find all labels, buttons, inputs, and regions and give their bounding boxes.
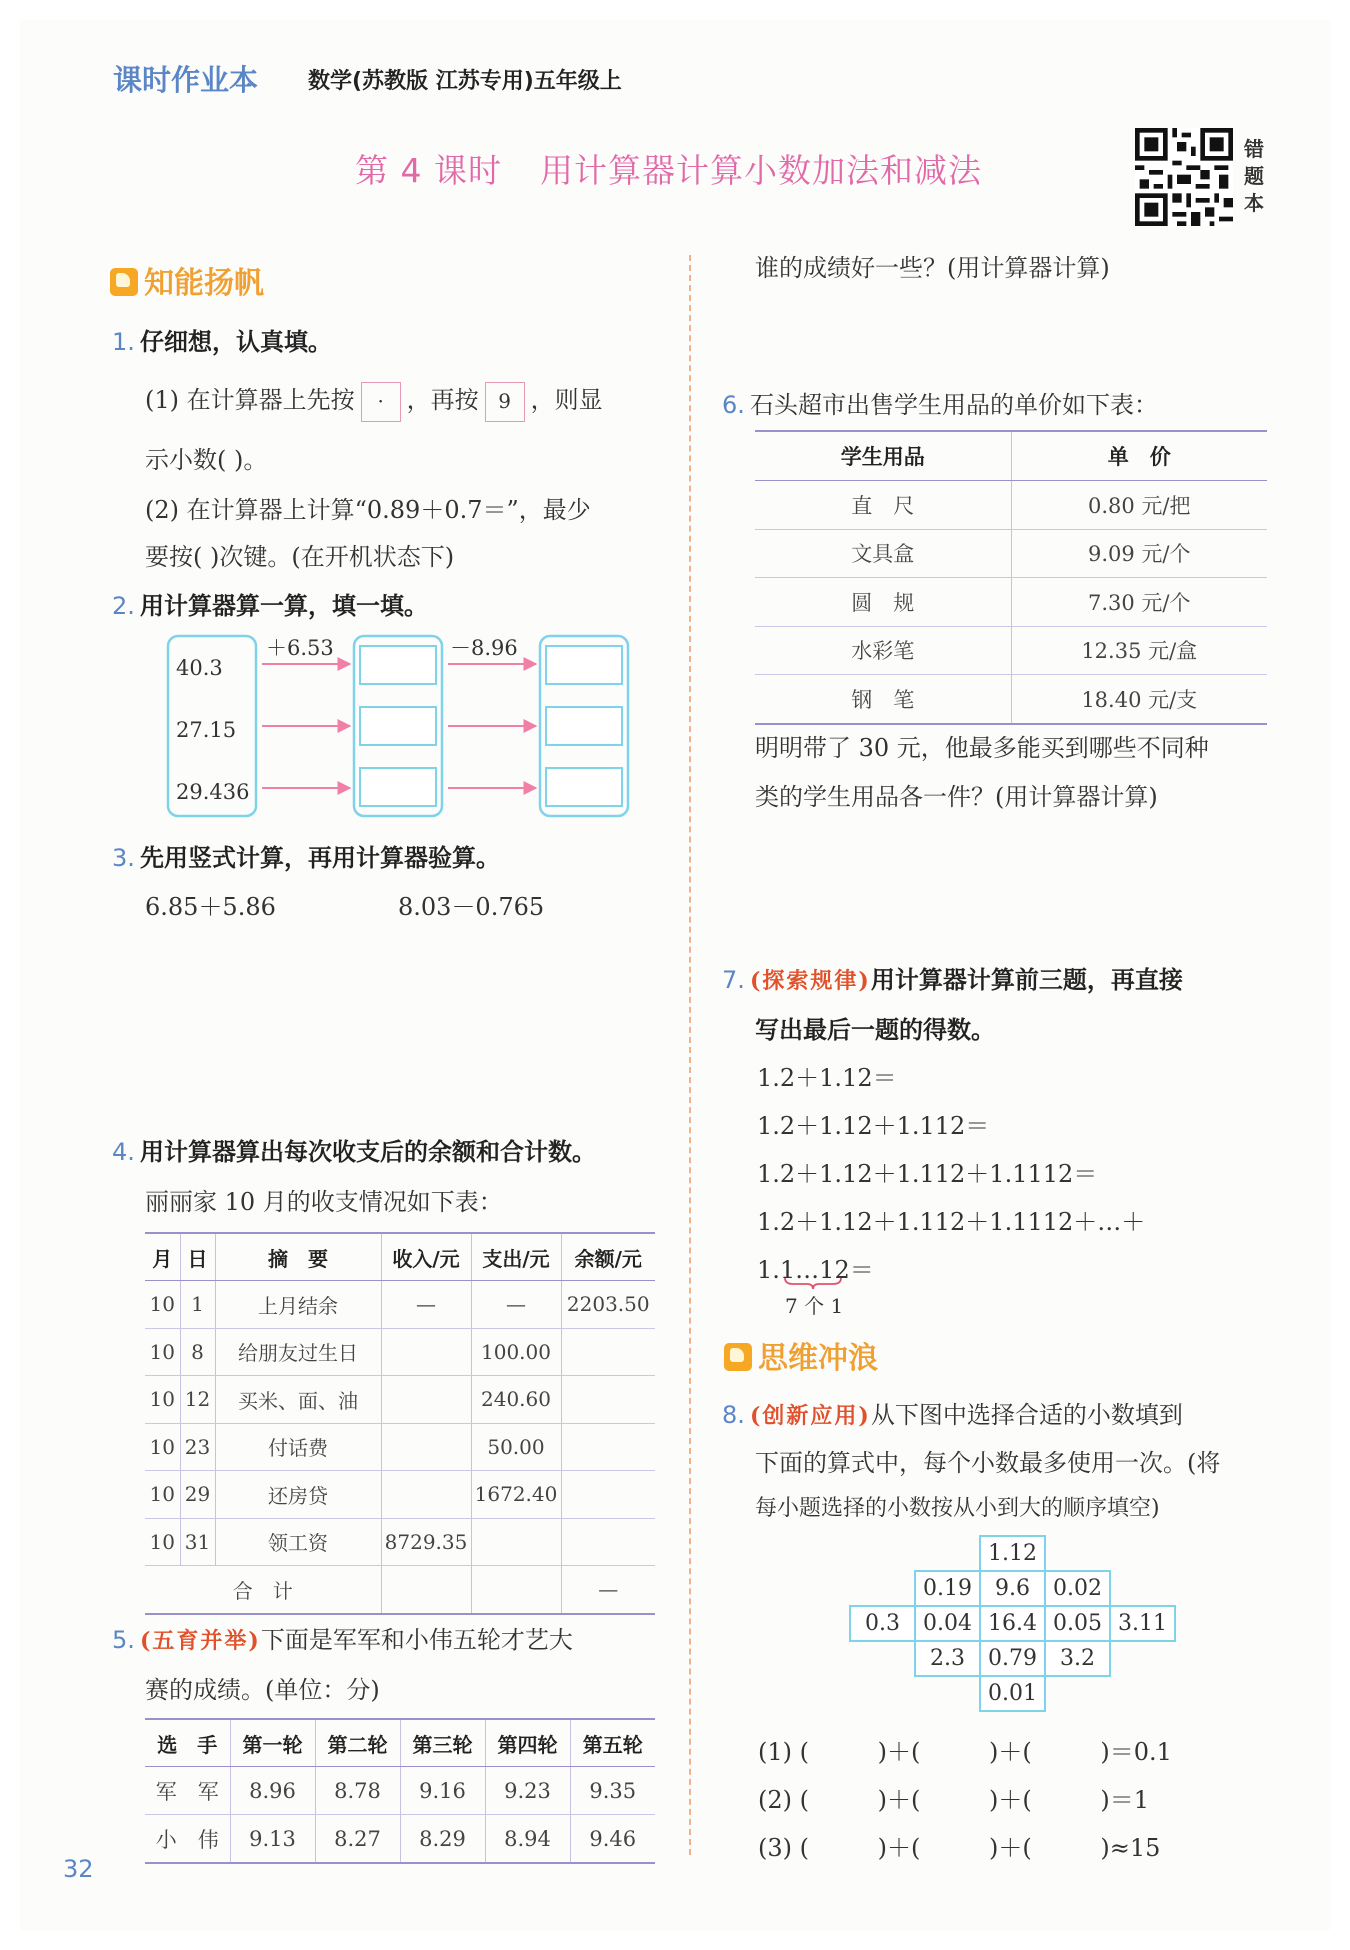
table-row (755, 529, 1267, 578)
input-value: 40.3 (176, 656, 223, 680)
table-cell: 23 (180, 1423, 215, 1471)
question-number: 6. (722, 391, 745, 419)
question-tag: (探索规律) (750, 968, 871, 994)
question-6-question: 明明带了 30 元，他最多能买到哪些不同种 (755, 734, 1209, 762)
question-1-part-2: (2) 在计算器上计算“0.89＋0.7＝”，最少 (145, 496, 591, 524)
text-segment: (1) 在计算器上先按 (145, 386, 355, 414)
answer-box[interactable] (546, 646, 622, 684)
question-7-title (722, 960, 1183, 995)
expression-line: 1.2＋1.12＋1.112＋1.1112＝ (757, 1160, 1098, 1188)
table-row (145, 1328, 655, 1376)
table-cell: 7.30 元/个 (1011, 578, 1267, 627)
question-3-title (112, 838, 500, 873)
table-cell: 10 (145, 1281, 180, 1329)
error-book-label[interactable] (1244, 136, 1266, 217)
table-cell (381, 1423, 471, 1471)
table-row (145, 1471, 655, 1519)
table-header-row (145, 1233, 655, 1281)
column-header: 第四轮 (485, 1719, 570, 1767)
column-header: 支出/元 (471, 1233, 561, 1281)
error-book-char: 错 (1244, 137, 1264, 161)
table-cell: 10 (145, 1518, 180, 1566)
total-expense-answer-cell[interactable] (471, 1566, 561, 1614)
operation-label: －8.96 (450, 636, 518, 660)
table-cell: 8 (180, 1328, 215, 1376)
table-cell: 买米、面、油 (215, 1376, 381, 1424)
balance-answer-cell[interactable] (561, 1328, 655, 1376)
table-cell (381, 1376, 471, 1424)
decimal-grid (848, 1535, 1178, 1715)
question-text: 下面是军军和小伟五轮才艺大 (260, 1626, 573, 1654)
question-tag: (创新应用) (750, 1403, 871, 1429)
page-number: 32 (63, 1855, 94, 1883)
total-label: 合 计 (145, 1566, 381, 1614)
table-cell: 水彩笔 (755, 626, 1011, 675)
table-cell: 100.00 (471, 1328, 561, 1376)
table-cell: 8.96 (230, 1767, 315, 1815)
table-cell: 29 (180, 1471, 215, 1519)
text-segment: 1. (757, 1256, 780, 1284)
balance-answer-cell[interactable] (561, 1376, 655, 1424)
balance-answer-cell[interactable] (561, 1518, 655, 1566)
question-number: 5. (112, 1626, 135, 1654)
column-header: 日 (180, 1233, 215, 1281)
column-header: 收入/元 (381, 1233, 471, 1281)
calculation-flow-diagram (160, 630, 640, 830)
lesson-number: 第 4 课时 (355, 151, 502, 190)
table-cell: 军 军 (145, 1767, 230, 1815)
answer-box[interactable] (546, 707, 622, 745)
question-4-title (112, 1132, 596, 1167)
table-cell: — (561, 1566, 655, 1614)
table-cell: 18.40 元/支 (1011, 675, 1267, 724)
column-header: 第五轮 (570, 1719, 655, 1767)
balance-answer-cell[interactable] (561, 1423, 655, 1471)
column-header: 第一轮 (230, 1719, 315, 1767)
book-subtitle: 数学(苏教版 江苏专用)五年级上 (308, 69, 622, 94)
lesson-title (355, 145, 982, 192)
column-header: 单 价 (1011, 431, 1267, 481)
table-cell: 9.35 (570, 1767, 655, 1815)
answer-box[interactable] (360, 707, 436, 745)
table-cell: 钢 笔 (755, 675, 1011, 724)
question-1-part-1-answer-line[interactable]: 示小数( )。 (145, 446, 268, 474)
question-8-title-cont: 下面的算式中，每个小数最多使用一次。(将 (755, 1449, 1221, 1477)
grid-cell[interactable]: 0.01 (979, 1675, 1046, 1712)
section-title: 思维冲浪 (758, 1341, 878, 1376)
table-header-row (145, 1719, 655, 1767)
text-segment: ，再按 (406, 386, 479, 414)
question-8-title-cont: 每小题选择的小数按从小到大的顺序填空) (755, 1496, 1160, 1521)
table-cell: 文具盒 (755, 529, 1011, 578)
grid-cell[interactable]: 0.79 (979, 1640, 1046, 1677)
grid-cell[interactable]: 0.04 (914, 1605, 981, 1642)
grid-cell[interactable]: 9.6 (979, 1570, 1046, 1607)
column-header: 学生用品 (755, 431, 1011, 481)
question-number: 4. (112, 1138, 135, 1166)
calculator-key-dot: · (361, 382, 401, 422)
table-cell (381, 1471, 471, 1519)
table-cell (471, 1518, 561, 1566)
table-row (755, 626, 1267, 675)
table-row (145, 1376, 655, 1424)
question-5-title (112, 1620, 573, 1655)
column-divider (689, 255, 691, 1855)
table-cell: 付话费 (215, 1423, 381, 1471)
underbrace-icon (783, 1276, 843, 1290)
expression-line: 1.2＋1.12＋1.112＋1.1112＋…＋ (757, 1208, 1146, 1236)
table-cell: 10 (145, 1471, 180, 1519)
text-segment: 2＝ (834, 1256, 874, 1284)
table-cell: 9.46 (570, 1815, 655, 1864)
price-table (755, 430, 1267, 725)
question-6-question-cont: 类的学生用品各一件？(用计算器计算) (755, 783, 1158, 811)
question-5-title-cont: 赛的成绩。(单位：分) (145, 1676, 380, 1704)
table-cell: 2203.50 (561, 1281, 655, 1329)
equation-blank[interactable]: (2) ( )＋( )＋( )＝1 (758, 1786, 1150, 1814)
question-7-title-cont: 写出最后一题的得数。 (755, 1016, 995, 1044)
question-text: 用计算器算出每次收支后的余额和合计数。 (140, 1138, 596, 1166)
table-row (145, 1815, 655, 1864)
table-cell (381, 1328, 471, 1376)
table-cell: 1 (180, 1281, 215, 1329)
question-number: 2. (112, 592, 135, 620)
income-expense-table (145, 1232, 655, 1615)
expression-line: 1.2＋1.12＝ (757, 1064, 897, 1092)
table-cell: 50.00 (471, 1423, 561, 1471)
table-cell: 9.09 元/个 (1011, 529, 1267, 578)
grid-cell[interactable]: 16.4 (979, 1605, 1046, 1642)
table-cell: 12 (180, 1376, 215, 1424)
table-row (145, 1281, 655, 1329)
column-header: 第二轮 (315, 1719, 400, 1767)
calculator-key-9: 9 (485, 382, 525, 422)
score-table (145, 1718, 655, 1864)
grid-cell[interactable]: 0.05 (1044, 1605, 1111, 1642)
table-cell: 还房贷 (215, 1471, 381, 1519)
table-row (145, 1518, 655, 1566)
question-1-title (112, 322, 332, 357)
table-cell: 8.27 (315, 1815, 400, 1864)
expression: 6.85＋5.86 (145, 893, 276, 921)
sail-icon (110, 268, 138, 296)
grid-cell[interactable]: 0.3 (849, 1605, 916, 1642)
table-row (755, 578, 1267, 627)
error-book-char: 题 (1244, 164, 1264, 188)
section-heading-1 (110, 258, 264, 302)
table-cell: 0.80 元/把 (1011, 481, 1267, 530)
operation-label: ＋6.53 (266, 636, 334, 660)
question-number: 8. (722, 1401, 745, 1429)
balance-answer-cell[interactable] (561, 1471, 655, 1519)
question-1-part-1 (145, 380, 603, 422)
grid-cell[interactable]: 0.19 (914, 1570, 981, 1607)
table-cell: 给朋友过生日 (215, 1328, 381, 1376)
question-text: 从下图中选择合适的小数填到 (870, 1401, 1183, 1429)
question-text: 石头超市出售学生用品的单价如下表： (750, 391, 1158, 419)
table-cell: — (381, 1281, 471, 1329)
table-cell: 10 (145, 1376, 180, 1424)
table-cell: — (471, 1281, 561, 1329)
table-cell: 领工资 (215, 1518, 381, 1566)
table-cell: 8729.35 (381, 1518, 471, 1566)
answer-box[interactable] (360, 768, 436, 806)
question-number: 1. (112, 328, 135, 356)
table-cell: 圆 规 (755, 578, 1011, 627)
wave-icon (724, 1343, 752, 1371)
question-2-title (112, 586, 428, 621)
answer-box[interactable] (546, 768, 622, 806)
table-cell: 9.16 (400, 1767, 485, 1815)
book-title: 课时作业本 (113, 63, 259, 97)
error-book-char: 本 (1244, 191, 1264, 215)
table-row (755, 481, 1267, 530)
equation-blank[interactable]: (3) ( )＋( )＋( )≈15 (758, 1834, 1161, 1862)
table-cell: 12.35 元/盒 (1011, 626, 1267, 675)
input-value: 29.436 (176, 780, 250, 804)
question-text: 仔细想，认真填。 (140, 328, 332, 356)
question-tag: (五育并举) (140, 1628, 261, 1654)
column-header: 月 (145, 1233, 180, 1281)
table-cell: 8.94 (485, 1815, 570, 1864)
expression-line: 1.2＋1.12＋1.112＝ (757, 1112, 990, 1140)
question-8-title (722, 1395, 1183, 1430)
question-number: 7. (722, 966, 745, 994)
table-cell: 10 (145, 1423, 180, 1471)
table-cell: 8.29 (400, 1815, 485, 1864)
answer-box[interactable] (360, 646, 436, 684)
table-cell: 31 (180, 1518, 215, 1566)
table-row (145, 1423, 655, 1471)
table-row (145, 1767, 655, 1815)
table-cell: 直 尺 (755, 481, 1011, 530)
qr-code-icon[interactable] (1135, 128, 1233, 226)
question-text: 用计算器计算前三题，再直接 (870, 966, 1183, 994)
column-header: 摘 要 (215, 1233, 381, 1281)
grid-cell[interactable]: 1.12 (979, 1535, 1046, 1572)
grid-cell[interactable]: 3.2 (1044, 1640, 1111, 1677)
column-header: 余额/元 (561, 1233, 655, 1281)
table-header-row (755, 431, 1267, 481)
section-title: 知能扬帆 (144, 266, 264, 301)
grid-cell[interactable]: 2.3 (914, 1640, 981, 1677)
table-cell: 9.23 (485, 1767, 570, 1815)
lesson-name: 用计算器计算小数加法和减法 (539, 151, 982, 190)
question-text: 用计算器算一算，填一填。 (140, 592, 428, 620)
table-cell: 10 (145, 1328, 180, 1376)
question-text: 先用竖式计算，再用计算器验算。 (140, 844, 500, 872)
brace-note: 7 个 1 (785, 1294, 844, 1318)
expression: 8.03－0.765 (398, 893, 545, 921)
repeated-ones: 1…1 (779, 1256, 835, 1284)
question-4-intro: 丽丽家 10 月的收支情况如下表： (145, 1188, 503, 1216)
question-1-part-2-answer-line[interactable]: 要按( )次键。(在开机状态下) (145, 543, 455, 571)
table-row (755, 675, 1267, 724)
equation-blank[interactable]: (1) ( )＋( )＋( )＝0.1 (758, 1738, 1172, 1766)
table-cell: 上月结余 (215, 1281, 381, 1329)
table-cell: 240.60 (471, 1376, 561, 1424)
table-cell: 1672.40 (471, 1471, 561, 1519)
total-income-answer-cell[interactable] (381, 1566, 471, 1614)
table-total-row (145, 1566, 655, 1614)
table-cell: 9.13 (230, 1815, 315, 1864)
question-6-title (722, 385, 1158, 420)
grid-cell[interactable]: 3.11 (1109, 1605, 1176, 1642)
table-cell: 8.78 (315, 1767, 400, 1815)
table-cell: 小 伟 (145, 1815, 230, 1864)
column-header: 第三轮 (400, 1719, 485, 1767)
question-5-question: 谁的成绩好一些？(用计算器计算) (755, 254, 1110, 282)
section-heading-2 (724, 1333, 878, 1377)
question-number: 3. (112, 844, 135, 872)
grid-cell[interactable]: 0.02 (1044, 1570, 1111, 1607)
text-segment: ，则显 (530, 386, 603, 414)
input-value: 27.15 (176, 718, 237, 742)
column-header: 选 手 (145, 1719, 230, 1767)
